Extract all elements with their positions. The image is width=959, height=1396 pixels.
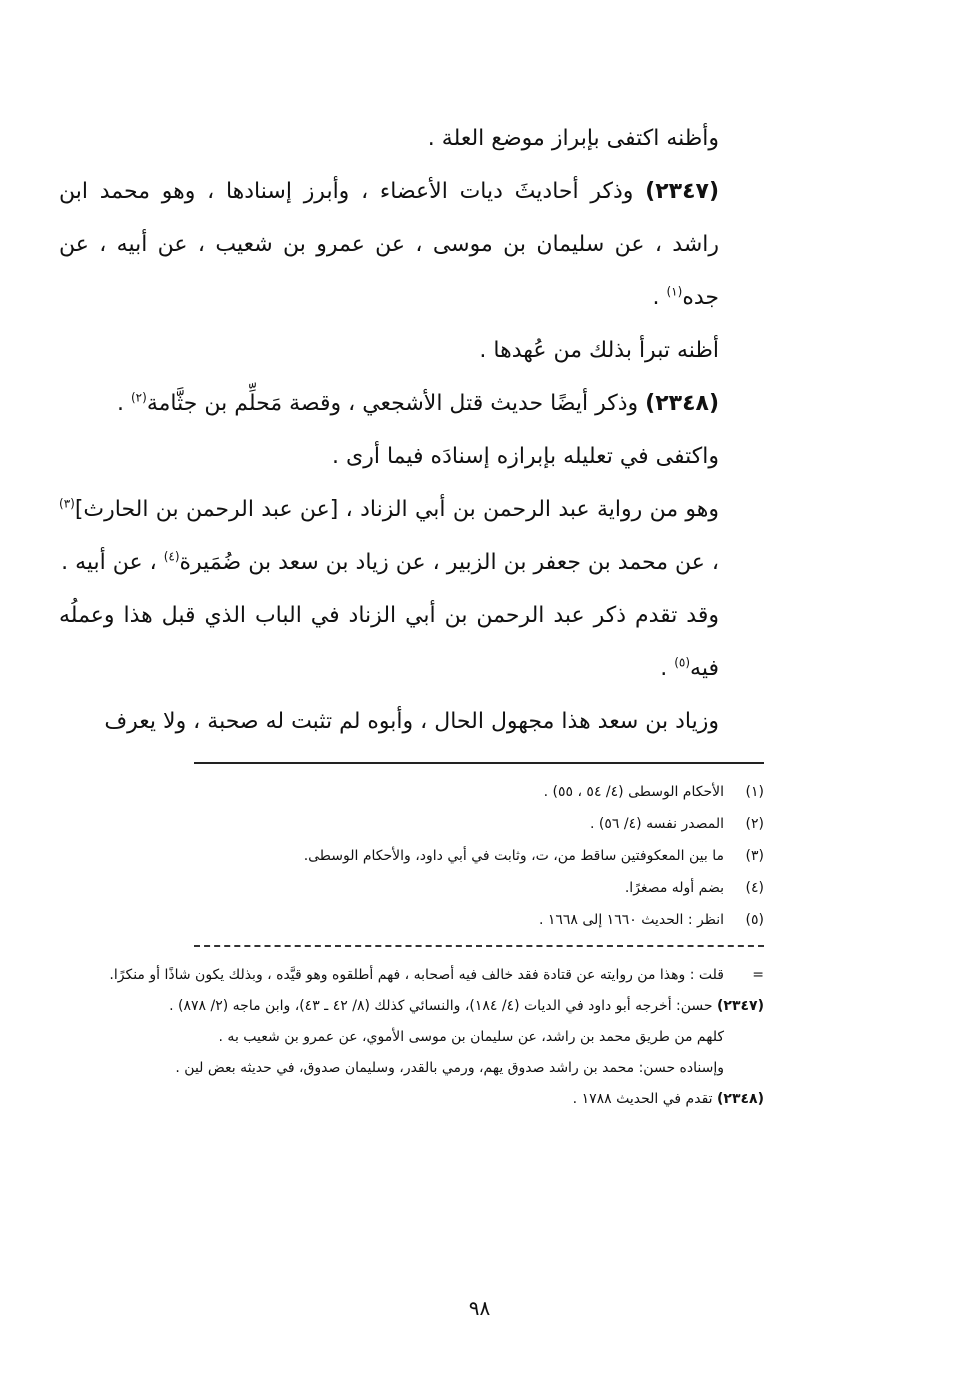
- footnote-text: المصدر نفسه (٤/ ٥٦) .: [590, 816, 724, 832]
- footnotes: [59, 776, 764, 936]
- paragraph-6: [59, 483, 764, 589]
- paragraph-1-text: وأظنه اكتفى بإبراز موضع العلة .: [427, 126, 719, 151]
- takhrij-notes: [59, 960, 764, 1115]
- footnote-ref-5: (٥): [674, 655, 691, 670]
- hadith-number-2348: (٢٣٤٨): [645, 391, 719, 416]
- paragraph-2347-end: .: [652, 285, 667, 310]
- paragraph-6-text-2: ، عن محمد بن جعفر بن الزبير ، عن زياد بن سعد بن ضُمَيرة: [179, 550, 719, 575]
- paragraph-8: [59, 695, 764, 748]
- footnote-separator: [194, 762, 764, 764]
- paragraph-7-end: .: [660, 656, 675, 681]
- notes-separator: [194, 945, 764, 947]
- footnote-number: (٥): [745, 912, 764, 928]
- note-2347-text: حسن: أخرجه أبو داود في الديات (٤/ ١٨٤)، والنسائي كذلك (٨/ ٤٢ ـ ٤٣)، وابن ماجه (٢/ ٨٧٨) .: [169, 998, 717, 1014]
- paragraph-7: [59, 589, 764, 695]
- note-2347-line-3-text: وإسناده حسن: محمد بن راشد صدوق يهم، ورمي بالقدر، وسليمان صدوق، في حديثه بعض لين .: [175, 1060, 724, 1076]
- paragraph-5: [59, 430, 764, 483]
- paragraph-8-text: وزياد بن سعد هذا مجهول الحال ، وأبوه لم تثبت له صحبة ، ولا يعرف: [104, 709, 719, 734]
- footnote-text: الأحكام الوسطى (٤/ ٥٤ ، ٥٥) .: [543, 784, 724, 800]
- paragraph-3-text: أظنه تبرأ بذلك من عُهدها .: [479, 338, 719, 363]
- footnote-number: (٤): [745, 880, 764, 896]
- footnote-ref-4: (٤): [163, 549, 180, 564]
- main-text: [59, 112, 764, 748]
- footnote-text: ما بين المعكوفتين ساقط من، ت، وثابت في أبي داود، والأحكام الوسطى.: [303, 848, 724, 864]
- paragraph-2347: [59, 165, 764, 324]
- note-2347-line-3: [59, 1053, 764, 1084]
- footnote-3: [59, 840, 764, 872]
- note-number-2348: (٢٣٤٨): [717, 1091, 764, 1107]
- footnote-ref-1: (١): [666, 284, 683, 299]
- paragraph-6-end: ، عن أبيه .: [61, 550, 164, 575]
- footnote-4: [59, 872, 764, 904]
- note-2347-line-2: [59, 1022, 764, 1053]
- paragraph-6-text: وهو من رواية عبد الرحمن بن أبي الزناد ، [عن عبد الرحمن بن الحارث]: [74, 497, 719, 522]
- paragraph-2348-end: .: [116, 391, 131, 416]
- page-number: ٩٨: [468, 1296, 491, 1320]
- footnote-number: (٣): [745, 848, 764, 864]
- footnote-1: [59, 776, 764, 808]
- paragraph-5-text: واكتفى في تعليله بإبرازه إسنادَه فيما أرى .: [332, 444, 719, 469]
- paragraph-2348: [59, 377, 764, 430]
- paragraph-3: [59, 324, 764, 377]
- footnote-text: بضم أوله مصغرًا.: [624, 880, 724, 896]
- paragraph-2347-text: وذكر أحاديثَ ديات الأعضاء ، وأبرز إسنادها ، وهو محمد ابن راشد ، عن سليمان بن موسى ، عن عمرو بن شعيب ، عن أبيه ، عن جده: [59, 179, 719, 310]
- note-continuation: [59, 960, 764, 991]
- footnote-2: [59, 808, 764, 840]
- footnote-5: [59, 904, 764, 936]
- footnote-ref-3: (٣): [59, 496, 75, 511]
- paragraph-1: [59, 112, 764, 165]
- footnote-ref-2: (٢): [130, 390, 147, 405]
- note-2347-line-2-text: كلهم من طريق محمد بن راشد، عن سليمان بن موسى الأموي، عن عمرو بن شعيب به .: [218, 1029, 724, 1045]
- note-number-2347: (٢٣٤٧): [717, 998, 764, 1014]
- note-2348-text: تقدم في الحديث ١٧٨٨ .: [572, 1091, 717, 1107]
- hadith-number-2347: (٢٣٤٧): [645, 179, 719, 204]
- paragraph-7-text: وقد تقدم ذكر عبد الرحمن بن أبي الزناد في الباب الذي قبل هذا وعملُه فيه: [59, 603, 719, 681]
- footnote-text: انظر : الحديث ١٦٦٠ إلى ١٦٦٨ .: [538, 912, 724, 928]
- note-continuation-text: قلت : وهذا من روايته عن قتادة فقد خالف فيه أصحابه ، فهم أطلقوه وهو قيَّده ، وبذلك يكون شاذًا أو منكرًا.: [109, 967, 724, 983]
- note-2347: [59, 991, 764, 1022]
- continuation-mark: =: [752, 967, 764, 983]
- footnote-number: (٢): [745, 816, 764, 832]
- footnote-number: (١): [745, 784, 764, 800]
- note-2348: [59, 1084, 764, 1115]
- paragraph-2348-text: وذكر أيضًا حديث قتل الأشجعي ، وقصة مَحلِّم بن جثَّامة: [146, 391, 646, 416]
